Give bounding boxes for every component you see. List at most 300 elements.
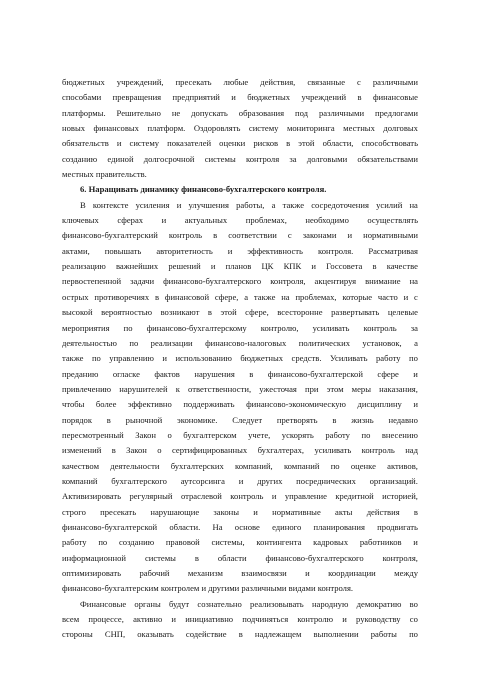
word: между: [394, 568, 418, 578]
word: различными: [318, 107, 365, 118]
text-line: [62, 336, 418, 351]
word: осуществлять: [367, 215, 418, 226]
word: высокой: [62, 307, 93, 318]
word: и: [227, 245, 233, 256]
word: нарушителей: [119, 383, 168, 394]
word: в: [249, 368, 254, 379]
word: области.: [169, 521, 201, 532]
text-line: [62, 75, 418, 90]
word: и: [231, 92, 236, 103]
word: и: [238, 475, 244, 486]
word: над: [405, 445, 418, 456]
word: контроля: [245, 153, 280, 164]
word: ответственности,: [188, 383, 252, 394]
word: Оздоровлять: [193, 123, 241, 134]
word: Госсовета: [326, 261, 363, 272]
word: по: [330, 460, 340, 471]
word: по: [361, 429, 371, 440]
word: рыночной: [125, 414, 163, 425]
word: средств.: [291, 353, 322, 364]
word: пересмотренный: [62, 429, 124, 440]
word: народную: [311, 598, 349, 609]
word: реализацию: [62, 261, 106, 272]
word: меры: [351, 383, 371, 394]
word: с: [357, 77, 361, 87]
text-line: финансово-бухгалтерским контролем и другими различными видами контроля.: [62, 583, 354, 594]
word: системы: [144, 552, 176, 563]
word: планирования: [313, 521, 365, 532]
word: актами,: [62, 245, 90, 256]
word: посреднических: [296, 475, 356, 486]
word: и: [413, 399, 418, 410]
word: в: [155, 291, 160, 302]
word: политических: [298, 337, 350, 348]
word: сосредоточения: [311, 199, 369, 210]
word: сертифицированных: [171, 445, 248, 456]
word: этой: [220, 307, 237, 318]
word: преданию: [62, 368, 99, 379]
text-line: [62, 397, 418, 412]
word: на: [409, 276, 418, 287]
text-line: [62, 198, 418, 213]
section-heading: 6. Наращивать динамику финансово-бухгалтерского контроля.: [80, 184, 327, 195]
word: работников: [359, 537, 402, 548]
word: реализовывать: [250, 598, 304, 609]
word: нормативные: [272, 506, 321, 517]
word: мониторинга: [286, 123, 335, 134]
word: финансовой: [164, 291, 210, 302]
word: а: [271, 199, 276, 210]
word: содействие: [185, 629, 227, 640]
word: допускать: [191, 107, 228, 118]
word: обязательств: [62, 138, 109, 149]
word: чтобы: [62, 399, 85, 410]
word: долгосрочной: [143, 153, 195, 164]
word: взаимосвязи: [241, 568, 287, 578]
word: оптимизировать: [62, 568, 122, 578]
word: координации: [328, 568, 376, 578]
word: историей,: [382, 491, 418, 502]
word: и: [176, 199, 182, 210]
word: платформы.: [62, 107, 106, 118]
word: качеством: [62, 460, 100, 471]
text-line: [62, 489, 418, 504]
word: строго: [62, 506, 86, 517]
text-line: [62, 428, 418, 443]
word: в: [207, 307, 212, 318]
word: систему: [248, 123, 279, 134]
word: органы: [134, 598, 161, 609]
word: и: [305, 568, 310, 578]
text-line: [62, 244, 418, 259]
word: в: [213, 230, 218, 241]
word: обязательствами: [357, 153, 418, 164]
word: деятельностью: [62, 337, 117, 348]
text-line: [62, 152, 418, 167]
word: работы,: [236, 199, 265, 210]
word: эффективно: [127, 399, 172, 410]
word: демократию: [356, 598, 402, 609]
word: инициативно: [185, 614, 234, 625]
text-line: [62, 136, 418, 151]
word: способами: [62, 92, 102, 103]
word: КПК: [283, 261, 302, 272]
word: и: [162, 353, 168, 364]
word: финансово-бухгалтерской: [62, 521, 158, 532]
word: и: [311, 261, 316, 272]
word: предлогами: [375, 107, 418, 118]
word: решений: [168, 261, 201, 272]
word: использованию: [175, 353, 232, 364]
word: и: [271, 491, 277, 502]
word: внесению: [381, 429, 418, 440]
word: компаний: [283, 460, 320, 471]
word: в: [238, 629, 243, 640]
word: бюджетных: [247, 92, 291, 103]
word: к: [175, 383, 180, 394]
word: вероятностью: [101, 307, 153, 318]
word: контроль: [230, 491, 264, 502]
word: акты: [335, 506, 353, 517]
word: а: [414, 337, 418, 348]
word: области: [217, 552, 247, 563]
text-line: местных правительств.: [62, 169, 147, 180]
word: и: [347, 230, 353, 241]
word: выполнении: [313, 629, 359, 640]
word: контроль: [168, 230, 203, 241]
word: усиления: [135, 199, 170, 210]
word: системы: [204, 153, 236, 164]
word: систему: [129, 138, 160, 149]
word: и: [342, 614, 347, 625]
word: со: [409, 614, 418, 625]
word: действия,: [260, 77, 296, 87]
word: ЦК: [261, 261, 274, 272]
word: контроля.: [317, 245, 354, 256]
word: образования: [238, 107, 285, 118]
word: показателей: [167, 138, 212, 149]
word: и: [253, 506, 258, 517]
word: о: [167, 429, 172, 440]
word: наказания,: [379, 383, 418, 394]
word: платформ.: [147, 123, 186, 134]
word: управлению: [109, 353, 154, 364]
word: надлежащем: [254, 629, 302, 640]
word: Усиливать: [329, 353, 368, 364]
word: и: [403, 291, 409, 302]
word: основе: [234, 521, 260, 532]
word: В: [80, 199, 86, 210]
word: местных: [343, 123, 375, 134]
word: внимание: [365, 276, 401, 287]
word: усиливать: [312, 322, 350, 333]
word: новых: [62, 123, 86, 134]
word: компаний: [62, 475, 98, 486]
word: управление: [284, 491, 327, 502]
word: действия: [366, 506, 400, 517]
word: сознательно: [197, 598, 242, 609]
text-line: [62, 290, 418, 305]
word: стороны: [62, 629, 93, 640]
word: финансово-бухгалтерского: [265, 552, 364, 563]
word: информационной: [62, 552, 127, 563]
word: часто: [377, 291, 398, 302]
word: финансовых: [93, 123, 139, 134]
word: всем: [62, 614, 80, 625]
word: повышать: [104, 245, 142, 256]
word: в: [106, 414, 111, 425]
word: аутсорсинга: [180, 475, 225, 486]
word: и: [116, 138, 122, 149]
word: кредитной: [335, 491, 374, 502]
word: долговыми: [306, 153, 348, 164]
word: Активизировать: [62, 491, 122, 502]
word: контексте: [92, 199, 129, 210]
word: активно: [133, 614, 163, 625]
word: этой: [298, 138, 315, 149]
word: всесторонне: [277, 307, 323, 318]
word: и: [413, 368, 418, 379]
word: острых: [62, 291, 89, 302]
text-line: [62, 351, 418, 366]
word: бухгалтерских: [170, 460, 224, 471]
text-line: [62, 597, 418, 612]
text-line: [62, 520, 418, 535]
word: работу: [62, 537, 87, 548]
word: в: [413, 506, 418, 517]
text-line: [62, 413, 418, 428]
word: единой: [107, 153, 134, 164]
word: способствовать: [361, 138, 418, 149]
word: регулярный: [129, 491, 173, 502]
word: в: [111, 445, 116, 456]
word: предприятий: [172, 92, 220, 103]
word: за: [410, 322, 418, 333]
word: единого: [272, 521, 302, 532]
text-line: [62, 305, 418, 320]
word: по: [98, 537, 108, 548]
text-line: [62, 274, 418, 289]
word: планов: [225, 261, 252, 272]
text-line: [62, 474, 418, 489]
word: оценке: [350, 460, 376, 471]
word: механизм: [187, 568, 223, 578]
word: под: [295, 107, 309, 118]
word: превращения: [112, 92, 162, 103]
word: финансово-экономическую: [246, 399, 346, 410]
word: развертывать: [331, 307, 380, 318]
word: поддерживать: [183, 399, 235, 410]
word: в: [194, 552, 199, 563]
word: связанные: [307, 77, 346, 87]
word: жизнь: [351, 414, 374, 425]
word: области,: [322, 138, 354, 149]
word: пресекать: [100, 506, 137, 517]
text-line: [62, 627, 418, 642]
word: ужесточая: [259, 383, 297, 394]
word: также: [62, 353, 84, 364]
word: работу: [375, 353, 401, 364]
word: оказывать: [137, 629, 174, 640]
word: созданию: [62, 153, 98, 164]
word: контроля,: [382, 552, 418, 563]
word: противоречиях: [94, 291, 150, 302]
word: законами: [302, 230, 337, 241]
word: соответствии: [228, 230, 277, 241]
word: улучшения: [188, 199, 229, 210]
word: также: [282, 199, 305, 210]
text-line: [62, 121, 418, 136]
word: руководству: [356, 614, 401, 625]
word: в: [332, 414, 337, 425]
word: экономике.: [177, 414, 218, 425]
word: Закон: [135, 429, 156, 440]
word: которые: [342, 291, 373, 302]
word: Следует: [232, 414, 263, 425]
word: Финансовые: [80, 598, 127, 609]
text-line: [62, 551, 418, 566]
word: сфере: [377, 368, 399, 379]
word: и: [161, 215, 167, 226]
word: законы: [213, 506, 240, 517]
word: бухгалтерского: [111, 475, 167, 486]
word: акцентируя: [314, 276, 357, 287]
word: в: [286, 138, 291, 149]
word: финансово-бухгалтерский: [62, 230, 158, 241]
word: Рассматривая: [368, 245, 418, 256]
word: продвигать: [377, 521, 418, 532]
word: претворять: [276, 414, 318, 425]
word: с: [287, 230, 292, 241]
word: подчиняться: [242, 614, 289, 625]
word: созданию: [118, 537, 155, 548]
word: активов,: [387, 460, 418, 471]
word: и: [210, 261, 216, 272]
word: СНП,: [104, 629, 126, 640]
word: привлечению: [62, 383, 112, 394]
word: огласке: [112, 368, 140, 379]
word: организаций.: [369, 475, 418, 486]
text-line: [62, 228, 418, 243]
word: финансово-бухгалтерского: [163, 276, 262, 287]
word: пресекать: [175, 77, 212, 87]
word: задачи: [130, 276, 155, 287]
word: сфере,: [245, 307, 269, 318]
word: деятельности: [110, 460, 160, 471]
word: контроля,: [270, 276, 306, 287]
word: финансово-налоговых: [205, 337, 287, 348]
word: качестве: [386, 261, 418, 272]
word: во: [409, 598, 418, 609]
word: учреждений,: [116, 77, 164, 87]
word: мероприятия: [62, 322, 110, 333]
text-line: [62, 367, 418, 382]
word: с: [414, 291, 418, 302]
word: сфере,: [214, 291, 239, 302]
word: нарушающие: [150, 506, 200, 517]
word: по: [409, 629, 418, 640]
word: необходимо: [305, 215, 349, 226]
word: первостепенной: [62, 276, 122, 287]
word: фактов: [154, 368, 180, 379]
text-line: [62, 213, 418, 228]
word: Решительно: [116, 107, 161, 118]
word: учреждений: [301, 92, 347, 103]
text-line: [62, 535, 418, 550]
word: любые: [223, 77, 249, 87]
word: рабочий: [139, 568, 170, 578]
word: бюджетных: [240, 353, 284, 364]
word: проблемах,: [295, 291, 337, 302]
word: контингента: [256, 537, 302, 548]
word: сферах: [117, 215, 144, 226]
word: будут: [168, 598, 190, 609]
word: оценки: [219, 138, 246, 149]
word: актуальных: [184, 215, 228, 226]
word: различными: [372, 77, 418, 87]
text-line: [62, 382, 418, 397]
word: рисков: [253, 138, 279, 149]
document-body: [62, 75, 418, 643]
text-line: [62, 259, 418, 274]
word: бухгалтерском: [183, 429, 237, 440]
word: нарушения: [194, 368, 235, 379]
word: бюджетных: [62, 77, 105, 87]
word: проблемах,: [245, 215, 287, 226]
word: финансово-бухгалтерской: [267, 368, 363, 379]
word: установок,: [362, 337, 402, 348]
word: этом: [326, 383, 344, 394]
word: авторитетность: [156, 245, 213, 256]
word: эффективность: [247, 245, 303, 256]
word: по: [91, 353, 101, 364]
word: реализации: [150, 337, 193, 348]
text-line: [62, 566, 418, 581]
word: контроль: [361, 445, 395, 456]
text-line: [62, 459, 418, 474]
word: целевые: [387, 307, 418, 318]
word: ускорять: [281, 429, 314, 440]
word: финансовые: [372, 92, 418, 103]
word: бухгалтерах,: [257, 445, 305, 456]
word: и: [413, 537, 418, 548]
word: финансово-бухгалтерскому: [146, 322, 247, 333]
word: работы: [370, 629, 397, 640]
text-line: [62, 321, 418, 336]
word: на: [409, 199, 418, 210]
word: важнейших: [115, 261, 159, 272]
word: по: [123, 322, 133, 333]
word: учете,: [248, 429, 271, 440]
word: контролю,: [260, 322, 299, 333]
word: процессе,: [88, 614, 124, 625]
word: и: [171, 614, 177, 625]
word: при: [305, 383, 319, 394]
word: Закон: [126, 445, 147, 456]
text-line: [62, 612, 418, 627]
word: работу: [325, 429, 350, 440]
word: более: [95, 399, 117, 410]
word: недавно: [388, 414, 418, 425]
word: изменений: [62, 445, 102, 456]
text-line: [62, 443, 418, 458]
word: компаний,: [235, 460, 273, 471]
word: порядок: [62, 414, 92, 425]
word: дисциплину: [357, 399, 402, 410]
word: в: [357, 92, 362, 103]
word: отраслевой: [180, 491, 222, 502]
word: усиливать: [314, 445, 352, 456]
